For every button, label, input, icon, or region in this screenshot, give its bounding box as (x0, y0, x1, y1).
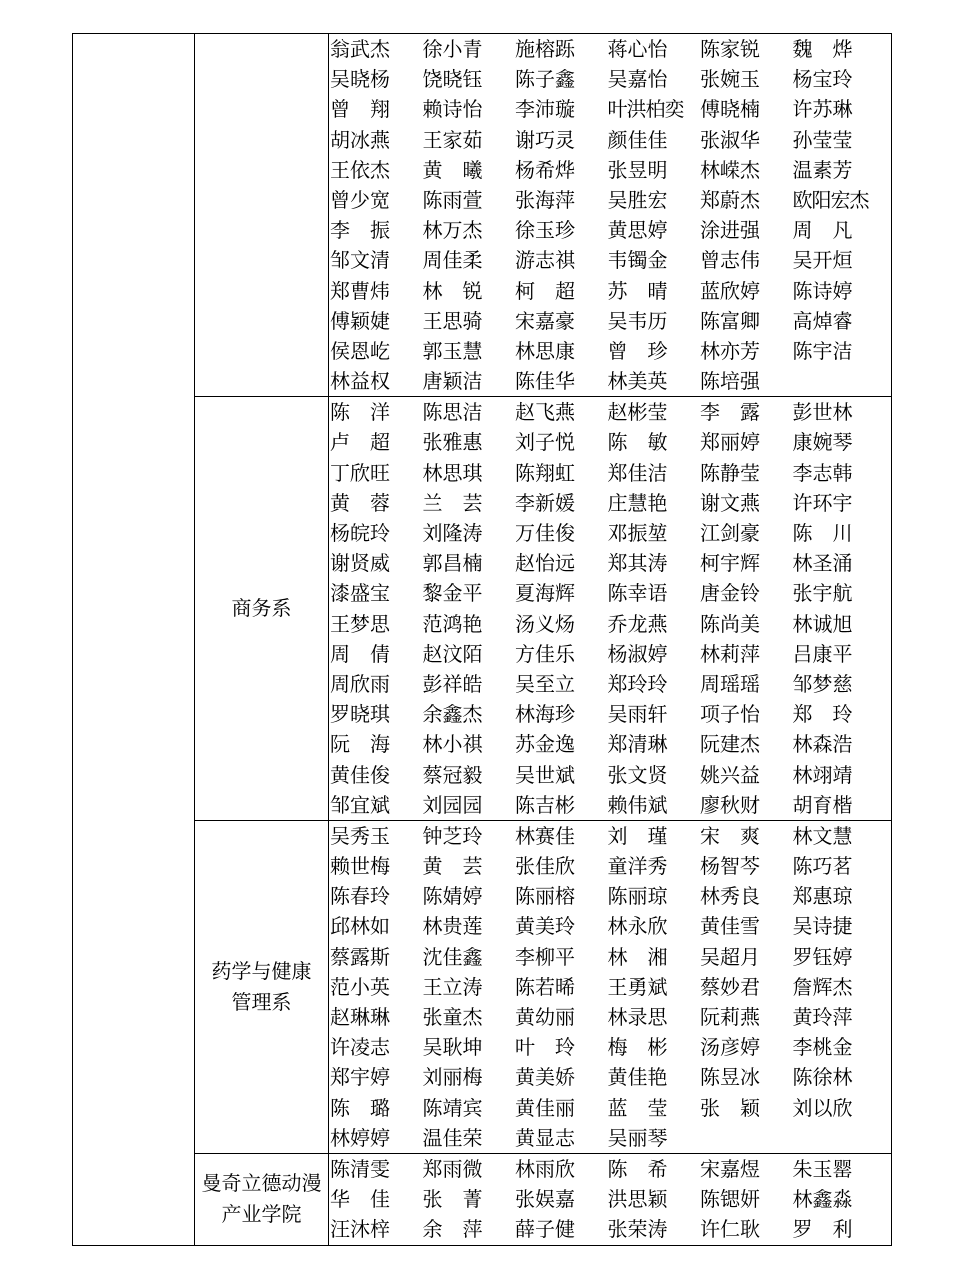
name-entry: 陈 富 卿 (700, 308, 760, 333)
name-entry: 方 佳 乐 (515, 641, 575, 666)
name-entry: 陈 诗 婷 (792, 278, 853, 303)
dept-name: 商务系 (231, 596, 292, 621)
name-entry: 曾 志 伟 (700, 248, 760, 273)
name-entry: 李 桃 金 (792, 1035, 853, 1060)
name-entry: 陈 清 雯 (330, 1156, 390, 1181)
name-entry: 吴 至 立 (515, 671, 575, 696)
college-cell (73, 34, 195, 1246)
name-entry: 林 诚 旭 (792, 611, 853, 636)
name-entry: 华 佳 (330, 1187, 390, 1212)
name-entry: 刘 以 欣 (792, 1095, 853, 1120)
name-entry: 陈 婧 婷 (422, 884, 483, 909)
name-entry: 周 凡 (792, 218, 853, 243)
name-entry: 漆 盛 宝 (330, 581, 390, 606)
name-entry: 廖 秋 财 (700, 792, 760, 817)
name-entry: 陈 巧 茗 (792, 854, 853, 879)
name-entry: 翁 武 杰 (330, 37, 390, 61)
name-entry: 林 永 欣 (607, 914, 668, 939)
name-entry: 范 鸿 艳 (422, 611, 483, 636)
name-entry: 张 菁 (422, 1187, 483, 1212)
names-cell (329, 34, 892, 397)
name-entry: 陈 尚 美 (700, 611, 760, 636)
name-entry: 林 思 琪 (422, 460, 483, 485)
section-row (73, 397, 892, 821)
name-entry: 郑 宇 婷 (330, 1065, 390, 1090)
name-entry: 郑 曹 炜 (330, 278, 390, 303)
dept-cell (195, 34, 329, 397)
name-entry: 张 荣 涛 (607, 1217, 668, 1242)
name-entry: 沈 佳 鑫 (422, 944, 483, 969)
names-cell (329, 397, 892, 821)
name-entry: 吴 世 斌 (515, 762, 575, 787)
name-entry: 蓝 莹 (607, 1095, 668, 1120)
names-grid (329, 397, 891, 820)
name-entry: 吴 开 烜 (792, 248, 853, 273)
name-entry: 林 赛 佳 (515, 823, 575, 848)
dept-cell (195, 397, 329, 821)
name-entry: 陈 翔 虹 (515, 460, 575, 485)
name-entry: 张 颖 (700, 1095, 760, 1120)
name-entry: 黄 佳 俊 (330, 762, 390, 787)
name-entry: 乔 龙 燕 (607, 611, 668, 636)
name-entry: 温 素 芳 (792, 157, 853, 182)
name-entry: 康 婉 琴 (792, 430, 853, 455)
name-entry: 郑 其 涛 (607, 551, 668, 576)
name-entry: 汪 沐 梓 (330, 1217, 390, 1242)
dept-name-line: 曼奇立德动漫 (201, 1171, 322, 1196)
name-entry: 陈 昱 冰 (700, 1065, 760, 1090)
name-entry: 徐 玉 珍 (515, 218, 575, 243)
name-entry: 黄 佳 艳 (607, 1065, 668, 1090)
name-entry: 林 亦 芳 (700, 338, 760, 363)
name-entry: 王 依 杰 (330, 157, 390, 182)
name-entry: 杨 淑 婷 (607, 641, 668, 666)
name-entry: 陈 锶 妍 (700, 1187, 760, 1212)
name-entry: 徐 小 青 (422, 37, 483, 61)
name-entry: 蔡 妙 君 (700, 974, 760, 999)
name-entry: 丁 欣 旺 (330, 460, 390, 485)
name-entry: 吴 耿 坤 (422, 1035, 483, 1060)
name-entry: 张 婉 玉 (700, 67, 760, 92)
name-entry: 黎 金 平 (422, 581, 483, 606)
name-entry: 许 仁 耿 (700, 1217, 760, 1242)
name-entry: 郑 玲 (792, 702, 853, 727)
name-entry: 陈 靖 宾 (422, 1095, 483, 1120)
name-entry: 阮 海 (330, 732, 390, 757)
name-entry: 黄 佳 丽 (515, 1095, 575, 1120)
name-entry: 陈 璐 (330, 1095, 390, 1120)
name-entry: 朱 玉 罂 (792, 1156, 853, 1181)
name-entry: 郑 惠 琼 (792, 884, 853, 909)
name-entry: 王 梦 思 (330, 611, 390, 636)
name-entry: 许 苏 琳 (792, 97, 853, 122)
name-entry: 许 环 宇 (792, 490, 853, 515)
name-entry: 张 海 萍 (515, 187, 575, 212)
name-entry: 谢 文 燕 (700, 490, 760, 515)
names-cell (329, 820, 892, 1153)
name-entry: 刘 瑾 (607, 823, 668, 848)
name-entry: 饶 晓 钰 (422, 67, 483, 92)
section-row (73, 1153, 892, 1245)
name-entry: 郑 雨 微 (422, 1156, 483, 1181)
name-entry: 胡 冰 燕 (330, 127, 390, 152)
name-entry: 蔡 露 斯 (330, 944, 390, 969)
name-entry: 林 录 思 (607, 1005, 668, 1029)
name-entry: 林 美 英 (607, 369, 668, 394)
name-entry: 林 婷 婷 (330, 1125, 390, 1150)
name-entry: 柯 超 (515, 278, 575, 303)
name-entry: 张 佳 欣 (515, 854, 575, 879)
name-entry: 傅 颖 婕 (330, 308, 390, 333)
name-entry: 林 森 浩 (792, 732, 853, 757)
name-entry: 余 萍 (422, 1217, 483, 1242)
name-entry: 杨 智 芩 (700, 854, 760, 879)
name-entry: 陈 吉 彬 (515, 792, 575, 817)
name-entry: 周 倩 (330, 641, 390, 666)
name-entry: 童 洋 秀 (607, 854, 668, 879)
name-entry: 苏 金 逸 (515, 732, 575, 757)
name-entry: 柯 宇 辉 (700, 551, 760, 576)
name-entry: 姚 兴 益 (700, 762, 760, 787)
name-entry: 陈 春 玲 (330, 884, 390, 909)
name-entry: 张 雅 惠 (422, 430, 483, 455)
name-entry: 林 益 权 (330, 369, 390, 394)
name-entry: 郑 清 琳 (607, 732, 668, 757)
name-entry: 林 雨 欣 (515, 1156, 575, 1181)
name-entry: 傅 晓 楠 (700, 97, 760, 122)
name-entry: 黄 芸 (422, 854, 483, 879)
name-entry: 陈 丽 琼 (607, 884, 668, 909)
name-entry: 李 志 韩 (792, 460, 853, 485)
name-entry: 郑 玲 玲 (607, 671, 668, 696)
name-entry: 詹 辉 杰 (792, 974, 853, 999)
name-entry: 王 思 骑 (422, 308, 483, 333)
name-entry: 万 佳 俊 (515, 521, 575, 545)
name-entry: 李 沛 璇 (515, 97, 575, 122)
name-entry: 吴 丽 琴 (607, 1125, 668, 1150)
name-entry: 汤 义 炀 (515, 611, 575, 636)
name-entry: 韦 镯 金 (607, 248, 668, 273)
name-entry: 陈 子 鑫 (515, 67, 575, 92)
name-entry: 李 振 (330, 218, 390, 243)
name-entry: 周 欣 雨 (330, 671, 390, 696)
name-entry: 陈 宇 洁 (792, 338, 853, 363)
name-entry: 郭 昌 楠 (422, 551, 483, 576)
name-entry: 邹 梦 慈 (792, 671, 853, 696)
name-entry: 陈 川 (792, 521, 853, 545)
dept-cell (195, 820, 329, 1153)
dept-name-line: 管理系 (231, 989, 292, 1014)
name-entry: 赖 世 梅 (330, 854, 390, 879)
name-entry: 张 淑 华 (700, 127, 760, 152)
name-entry: 黄 玲 萍 (792, 1005, 853, 1029)
name-entry: 杨 希 烨 (515, 157, 575, 182)
name-entry: 陈 幸 语 (607, 581, 668, 606)
name-entry: 黄 佳 雪 (700, 914, 760, 939)
name-entry: 宋 嘉 煜 (700, 1156, 760, 1181)
name-entry: 洪 思 颖 (607, 1187, 668, 1212)
name-entry: 林 锐 (422, 278, 483, 303)
name-entry: 薛 子 健 (515, 1217, 575, 1242)
name-entry: 刘 子 悦 (515, 430, 575, 455)
section-row (73, 34, 892, 397)
name-entry: 侯 恩 屹 (330, 338, 390, 363)
name-entry: 邓 振 堃 (607, 521, 668, 545)
name-entry: 郑 佳 洁 (607, 460, 668, 485)
name-entry: 张 昱 明 (607, 157, 668, 182)
name-entry: 杨 皖 玲 (330, 521, 390, 545)
name-entry: 林 嵘 杰 (700, 157, 760, 182)
name-entry: 范 小 英 (330, 974, 390, 999)
name-entry: 施 榕 跞 (515, 37, 575, 61)
name-entry: 赵 怡 远 (515, 551, 575, 576)
name-entry: 曾 翔 (330, 97, 390, 122)
name-entry: 吴 晓 杨 (330, 67, 390, 92)
name-entry: 江 剑 豪 (700, 521, 760, 545)
name-entry: 叶洪柏奕 (607, 97, 684, 122)
name-entry: 林 海 珍 (515, 702, 575, 727)
name-entry: 涂 进 强 (700, 218, 760, 243)
name-entry: 欧阳宏杰 (792, 187, 869, 212)
name-entry: 谢 巧 灵 (515, 127, 575, 152)
name-entry: 陈 雨 萱 (422, 187, 483, 212)
name-entry: 张 童 杰 (422, 1005, 483, 1029)
name-entry: 赵 彬 莹 (607, 400, 668, 425)
name-entry: 胡 育 楷 (792, 792, 853, 817)
name-entry: 罗 利 (792, 1217, 853, 1242)
name-entry: 谢 贤 威 (330, 551, 390, 576)
name-entry: 陈 培 强 (700, 369, 760, 394)
name-entry: 李 露 (700, 400, 760, 425)
name-entry: 兰 芸 (422, 490, 483, 515)
name-entry: 林 湘 (607, 944, 668, 969)
name-entry: 周 佳 柔 (422, 248, 483, 273)
name-entry: 吴 秀 玉 (330, 823, 390, 848)
name-entry: 赖 诗 怡 (422, 97, 483, 122)
name-entry: 王 勇 斌 (607, 974, 668, 999)
name-entry: 赵 汶 陌 (422, 641, 483, 666)
name-entry: 李 柳 平 (515, 944, 575, 969)
name-entry: 陈 若 晞 (515, 974, 575, 999)
name-entry: 彭 祥 皓 (422, 671, 483, 696)
name-entry: 阮 建 杰 (700, 732, 760, 757)
name-entry: 赵 飞 燕 (515, 400, 575, 425)
section-row (73, 820, 892, 1153)
name-entry: 陈 家 锐 (700, 37, 760, 61)
name-entry: 陈 丽 榕 (515, 884, 575, 909)
name-entry: 罗 钰 婷 (792, 944, 853, 969)
name-entry: 邹 文 清 (330, 248, 390, 273)
name-entry: 黄 显 志 (515, 1125, 575, 1150)
name-entry: 吴 雨 轩 (607, 702, 668, 727)
name-entry: 黄 曦 (422, 157, 483, 182)
name-entry: 黄 美 娇 (515, 1065, 575, 1090)
name-entry: 彭 世 林 (792, 400, 853, 425)
name-entry: 卢 超 (330, 430, 390, 455)
name-entry: 颜 佳 佳 (607, 127, 668, 152)
name-entry: 宋 嘉 豪 (515, 308, 575, 333)
name-entry: 林 小 祺 (422, 732, 483, 757)
roster-table (72, 33, 892, 1246)
name-entry: 吴 超 月 (700, 944, 760, 969)
name-entry: 陈 徐 林 (792, 1065, 853, 1090)
name-entry: 陈 静 莹 (700, 460, 760, 485)
name-entry: 曾 少 宽 (330, 187, 390, 212)
name-entry: 林 莉 萍 (700, 641, 760, 666)
dept-cell (195, 1153, 329, 1245)
name-entry: 唐 金 铃 (700, 581, 760, 606)
name-entry: 刘 丽 梅 (422, 1065, 483, 1090)
name-entry: 林 鑫 淼 (792, 1187, 853, 1212)
name-entry: 张 娱 嘉 (515, 1187, 575, 1212)
name-entry: 陈 希 (607, 1156, 668, 1181)
name-entry: 夏 海 辉 (515, 581, 575, 606)
name-entry: 刘 园 园 (422, 792, 483, 817)
name-entry: 许 凌 志 (330, 1035, 390, 1060)
name-entry: 郑 蔚 杰 (700, 187, 760, 212)
name-entry: 邹 宜 斌 (330, 792, 390, 817)
name-entry: 王 立 涛 (422, 974, 483, 999)
name-entry: 郭 玉 慧 (422, 338, 483, 363)
name-entry: 林 万 杰 (422, 218, 483, 243)
name-entry: 梅 彬 (607, 1035, 668, 1060)
name-entry: 赵 琳 琳 (330, 1005, 390, 1029)
name-entry: 吴 诗 捷 (792, 914, 853, 939)
name-entry: 郑 丽 婷 (700, 430, 760, 455)
name-entry: 邱 林 如 (330, 914, 390, 939)
name-entry: 阮 莉 燕 (700, 1005, 760, 1029)
name-entry: 吕 康 平 (792, 641, 853, 666)
name-entry: 林 文 慧 (792, 823, 853, 848)
name-entry: 蓝 欣 婷 (700, 278, 760, 303)
name-entry: 王 家 茹 (422, 127, 483, 152)
name-entry: 项 子 怡 (700, 702, 760, 727)
name-entry: 汤 彦 婷 (700, 1035, 760, 1060)
name-entry: 陈 敏 (607, 430, 668, 455)
name-entry: 林 贵 莲 (422, 914, 483, 939)
name-entry: 高 焯 睿 (792, 308, 853, 333)
name-entry: 陈 洋 (330, 400, 390, 425)
name-entry: 陈 思 洁 (422, 400, 483, 425)
name-entry: 唐 颖 洁 (422, 369, 483, 394)
name-entry: 蒋 心 怡 (607, 37, 668, 61)
name-entry: 陈 佳 华 (515, 369, 575, 394)
name-entry: 林 翊 靖 (792, 762, 853, 787)
name-entry: 林 秀 良 (700, 884, 760, 909)
names-grid (329, 1154, 891, 1245)
name-entry: 蔡 冠 毅 (422, 762, 483, 787)
name-entry: 黄 蓉 (330, 490, 390, 515)
name-entry: 曾 珍 (607, 338, 668, 363)
name-entry: 庄 慧 艳 (607, 490, 668, 515)
name-entry: 黄 思 婷 (607, 218, 668, 243)
name-entry: 温 佳 荣 (422, 1125, 483, 1150)
names-grid (329, 34, 891, 396)
name-entry: 赖 伟 斌 (607, 792, 668, 817)
name-entry: 余 鑫 杰 (422, 702, 483, 727)
name-entry: 黄 幼 丽 (515, 1005, 575, 1029)
name-entry: 李 新 媛 (515, 490, 575, 515)
name-entry: 叶 玲 (515, 1035, 575, 1060)
name-entry: 林 圣 涌 (792, 551, 853, 576)
names-cell (329, 1153, 892, 1245)
name-entry: 游 志 祺 (515, 248, 575, 273)
name-entry: 杨 宝 玲 (792, 67, 853, 92)
name-entry: 刘 隆 涛 (422, 521, 483, 545)
names-grid (329, 821, 891, 1153)
name-entry: 宋 爽 (700, 823, 760, 848)
name-entry: 吴 胜 宏 (607, 187, 668, 212)
name-entry: 罗 晓 琪 (330, 702, 390, 727)
name-entry: 苏 晴 (607, 278, 668, 303)
name-entry: 林 思 康 (515, 338, 575, 363)
name-entry: 吴 嘉 怡 (607, 67, 668, 92)
name-entry: 吴 韦 历 (607, 308, 668, 333)
name-entry: 魏 烨 (792, 37, 853, 61)
name-entry: 周 瑶 瑶 (700, 671, 760, 696)
name-entry: 黄 美 玲 (515, 914, 575, 939)
dept-name-line: 药学与健康 (211, 958, 312, 983)
name-entry: 张 文 贤 (607, 762, 668, 787)
dept-name-line: 产业学院 (221, 1202, 302, 1227)
name-entry: 钟 芝 玲 (422, 823, 483, 848)
name-entry: 张 宇 航 (792, 581, 853, 606)
name-entry: 孙 莹 莹 (792, 127, 853, 152)
